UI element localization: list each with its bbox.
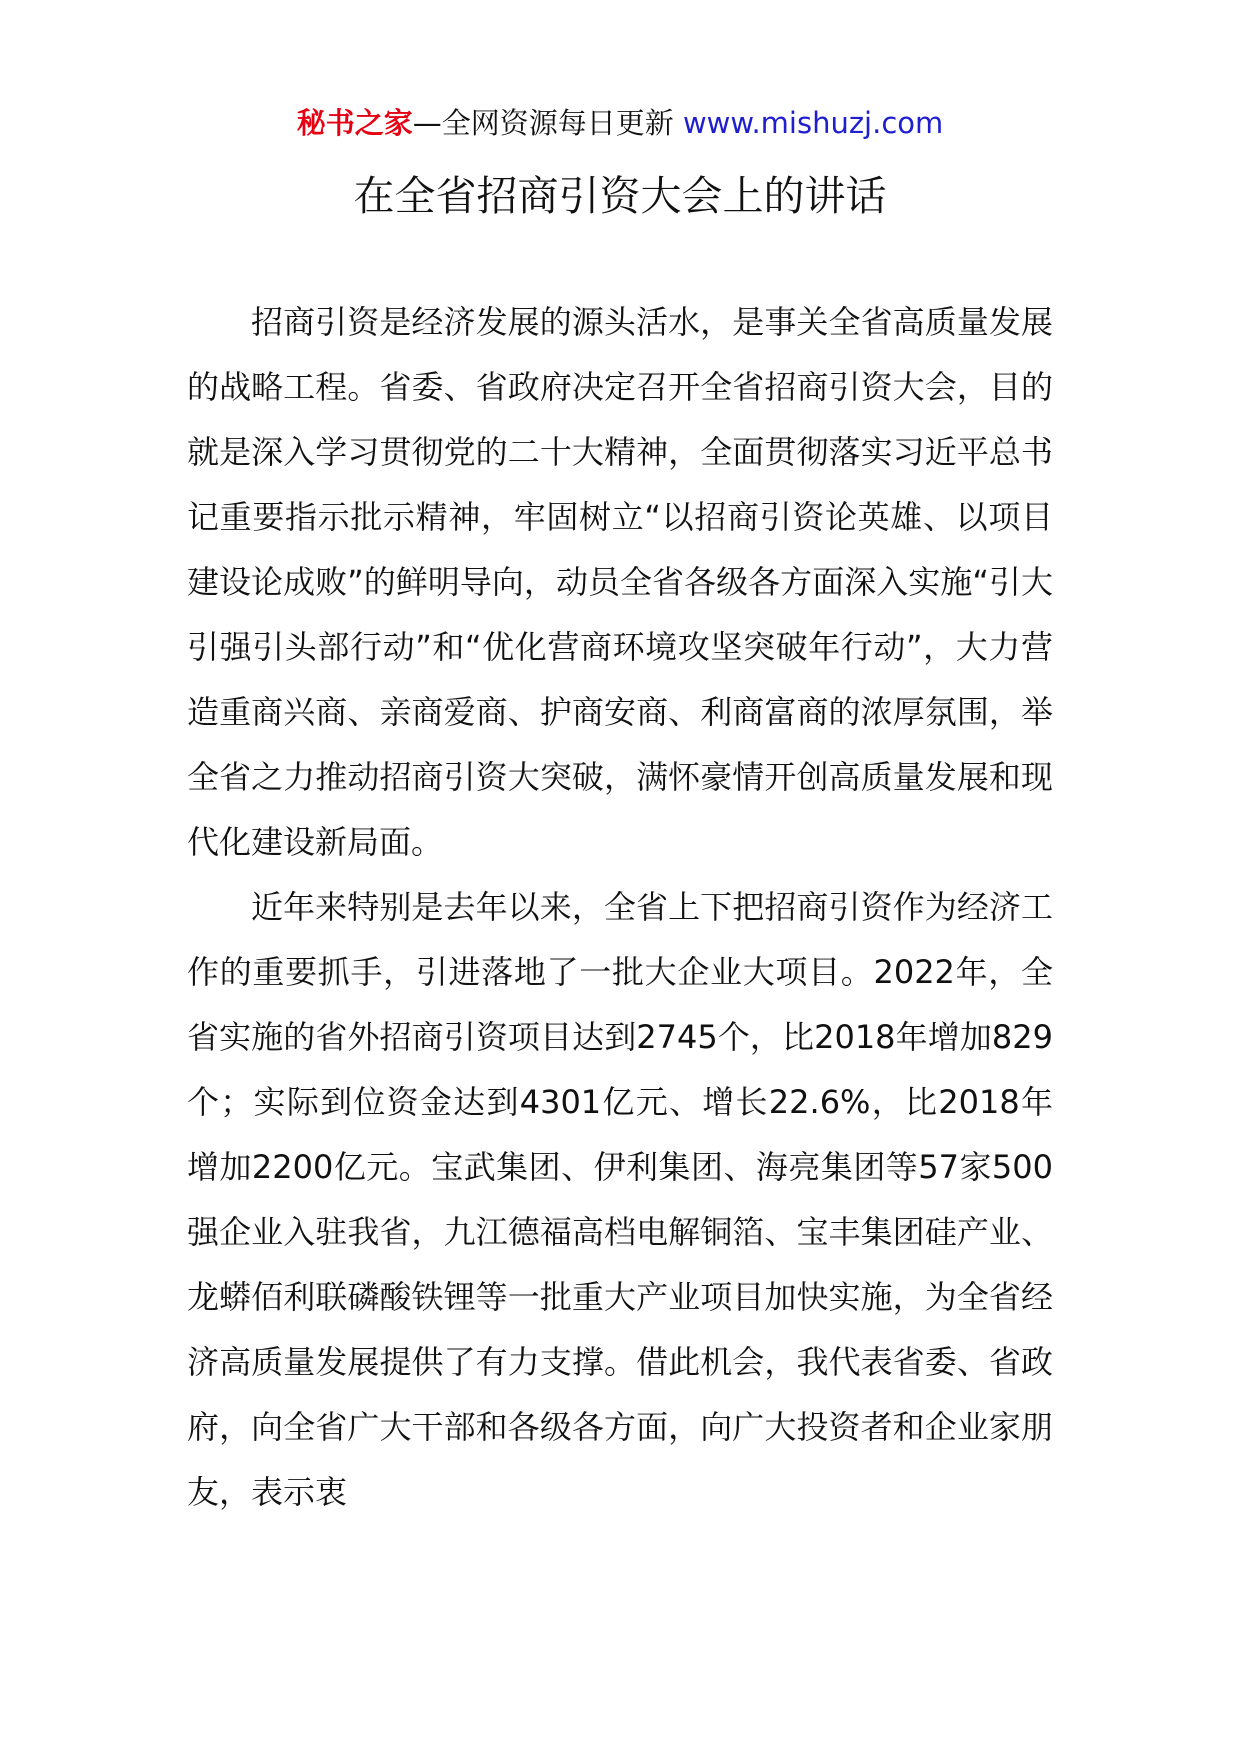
document-body (187, 290, 1053, 1525)
document-title: 在全省招商引资大会上的讲话 (353, 172, 887, 220)
body-paragraph: 近年来特别是去年以来，全省上下把招商引资作为经济工作的重要抓手，引进落地了一批大企业大项目。2022年，全省实施的省外招商引资项目达到2745个，比2018年增加829个；实际到位资金达到4301亿元、增长22.6%，比2018年增加2200亿元。宝武集团、伊利集团、海亮集团等57家500强企业入驻我省，九江德福高档电解铜箔、宝丰集团硅产业、龙蟒佰利联磷酸铁锂等一批重大产业项目加快实施，为全省经济高质量发展提供了有力支撑。借此机会，我代表省委、省政府，向全省广大干部和各级各方面，向广大投资者和企业家朋友，表示衷 (187, 888, 1053, 1511)
site-url-link[interactable]: www.mishuzj.com (682, 106, 944, 140)
site-brand[interactable]: 秘书之家 (296, 106, 413, 140)
body-paragraph: 招商引资是经济发展的源头活水，是事关全省高质量发展的战略工程。省委、省政府决定召开全省招商引资大会，目的就是深入学习贯彻党的二十大精神，全面贯彻落实习近平总书记重要指示批示精神，牢固树立“以招商引资论英雄、以项目建设论成败”的鲜明导向，动员全省各级各方面深入实施“引大引强引头部行动”和“优化营商环境攻坚突破年行动”，大力营造重商兴商、亲商爱商、护商安商、利商富商的浓厚氛围，举全省之力推动招商引资大突破，满怀豪情开创高质量发展和现代化建设新局面。 (187, 303, 1053, 861)
site-header (0, 103, 1240, 143)
site-tagline: —全网资源每日更新 (412, 106, 683, 140)
